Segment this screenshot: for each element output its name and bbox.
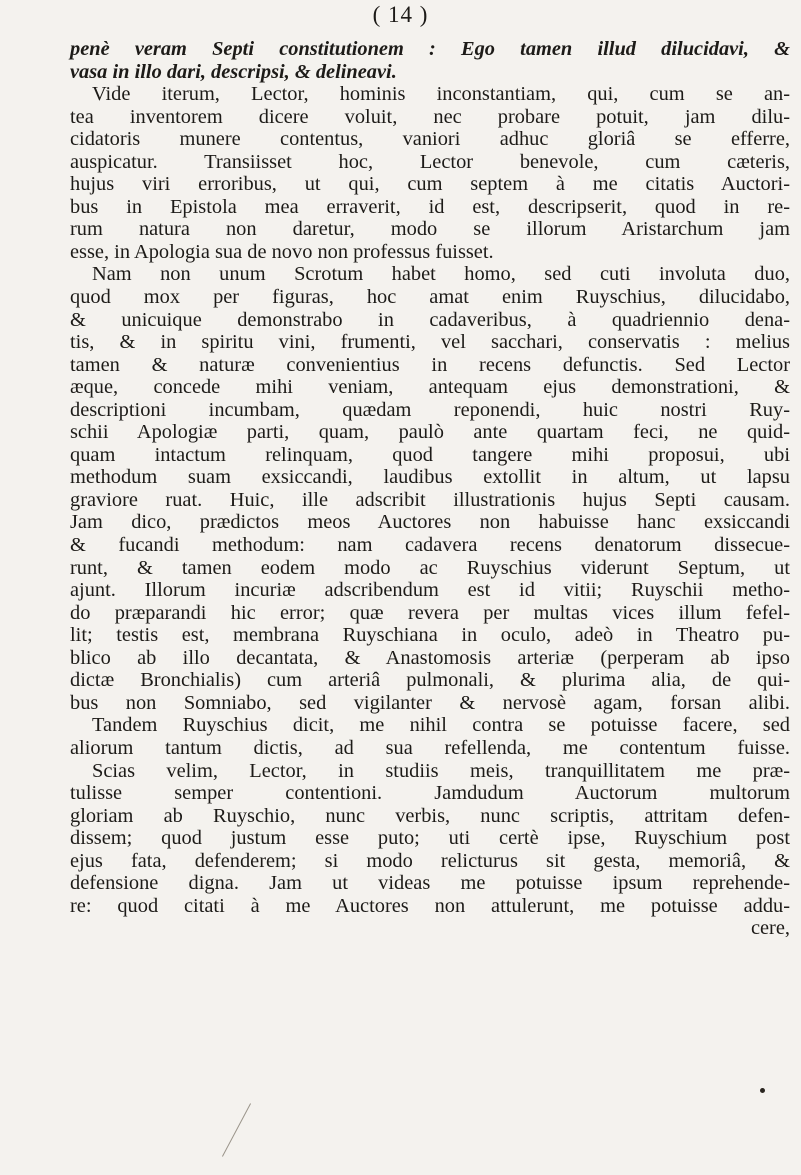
text-line: aliorum tantum dictis, ad sua refellenda, me contentum fuisse.	[70, 736, 790, 759]
text-line: & fucandi methodum: nam cadavera recens denatorum dissecue-	[70, 534, 790, 557]
text-line: runt, & tamen eodem modo ac Ruyschius viderunt Septum, ut	[70, 556, 790, 579]
text-line: hujus viri erroribus, ut qui, cum septem à me citatis Auctori-	[70, 173, 790, 196]
text-line: re: quod citati à me Auctores non attulerunt, me potuisse addu-	[70, 894, 790, 917]
text-line: bus non Somniabo, sed vigilanter & nervosè agam, forsan alibi.	[70, 691, 790, 714]
text-line: tea inventorem dicere voluit, nec probare potuit, jam dilu-	[70, 105, 790, 128]
text-line: ajunt. Illorum incuriæ adscribendum est id vitii; Ruyschii metho-	[70, 579, 790, 602]
text-line: descriptioni incumbam, quædam reponendi, huic nostri Ruy-	[70, 398, 790, 421]
text-line: Jam dico, prædictos meos Auctores non habuisse hanc exsiccandi	[70, 511, 790, 534]
page-number: ( 14 )	[372, 2, 429, 27]
text-line: ejus fata, defenderem; si modo relicturus sit gesta, memoriâ, &	[70, 849, 790, 872]
text-line: æque, concede mihi veniam, antequam ejus demonstrationi, &	[70, 376, 790, 399]
catchword: cere,	[750, 917, 790, 940]
ink-speck	[760, 1088, 765, 1093]
text-line: tulisse semper contentioni. Jamdudum Auctorum multorum	[70, 782, 790, 805]
text-line: lit; testis est, membrana Ruyschiana in oculo, adeò in Theatro pu-	[70, 624, 790, 647]
text-line: esse, in Apologia sua de novo non professus fuisset.	[70, 240, 494, 263]
text-line: dictæ Bronchialis) cum arteriâ pulmonali, & plurima alia, de qui-	[70, 669, 790, 692]
text-line: bus in Epistola mea erraverit, id est, descripserit, quod in re-	[70, 195, 790, 218]
text-line: penè veram Septi constitutionem : Ego tamen illud dilucidavi, &	[70, 38, 790, 60]
text-line: & unicuique demonstrabo in cadaveribus, à quadriennio dena-	[70, 308, 790, 331]
text-line: tamen & naturæ convenientius in recens defunctis. Sed Lector	[70, 353, 790, 376]
text-line: cidatoris munere contentus, vaniori adhuc gloriâ se efferre,	[70, 128, 790, 151]
text-line: graviore ruat. Huic, ille adscribit illustrationis hujus Septi causam.	[70, 488, 790, 511]
text-line: Vide iterum, Lector, hominis inconstantiam, qui, cum se an-	[92, 83, 790, 106]
text-line: quam intactum relinquam, quod tangere mihi proposui, ubi	[70, 443, 790, 466]
text-line: vasa in illo dari, descripsi, & delineavi.	[70, 60, 397, 83]
text-line: methodum suam exsiccandi, laudibus extollit in altum, ut lapsu	[70, 466, 790, 489]
pencil-mark	[222, 1103, 251, 1156]
text-line: Nam non unum Scrotum habet homo, sed cuti involuta duo,	[92, 263, 790, 286]
text-line: defensione digna. Jam ut videas me potuisse ipsum reprehende-	[70, 872, 790, 895]
body-text	[70, 38, 790, 940]
text-line: dissem; quod justum esse puto; uti certè ipse, Ruyschium post	[70, 827, 790, 850]
text-line: do præparandi hic error; quæ revera per multas vices illum fefel-	[70, 601, 790, 624]
text-line: quod mox per figuras, hoc amat enim Ruyschius, dilucidabo,	[70, 286, 790, 309]
text-line: Scias velim, Lector, in studiis meis, tranquillitatem me præ-	[92, 759, 790, 782]
text-line: gloriam ab Ruyschio, nunc verbis, nunc scriptis, attritam defen-	[70, 804, 790, 827]
text-line: Tandem Ruyschius dicit, me nihil contra se potuisse facere, sed	[92, 714, 790, 737]
text-line: schii Apologiæ parti, quam, paulò ante quartam feci, ne quid-	[70, 421, 790, 444]
text-line: tis, & in spiritu vini, frumenti, vel sacchari, conservatis : melius	[70, 331, 790, 354]
text-line: blico ab illo decantata, & Anastomosis arteriæ (perperam ab ipso	[70, 646, 790, 669]
text-line: auspicatur. Transiisset hoc, Lector benevole, cum cæteris,	[70, 150, 790, 173]
text-line: rum natura non daretur, modo se illorum Aristarchum jam	[70, 218, 790, 241]
